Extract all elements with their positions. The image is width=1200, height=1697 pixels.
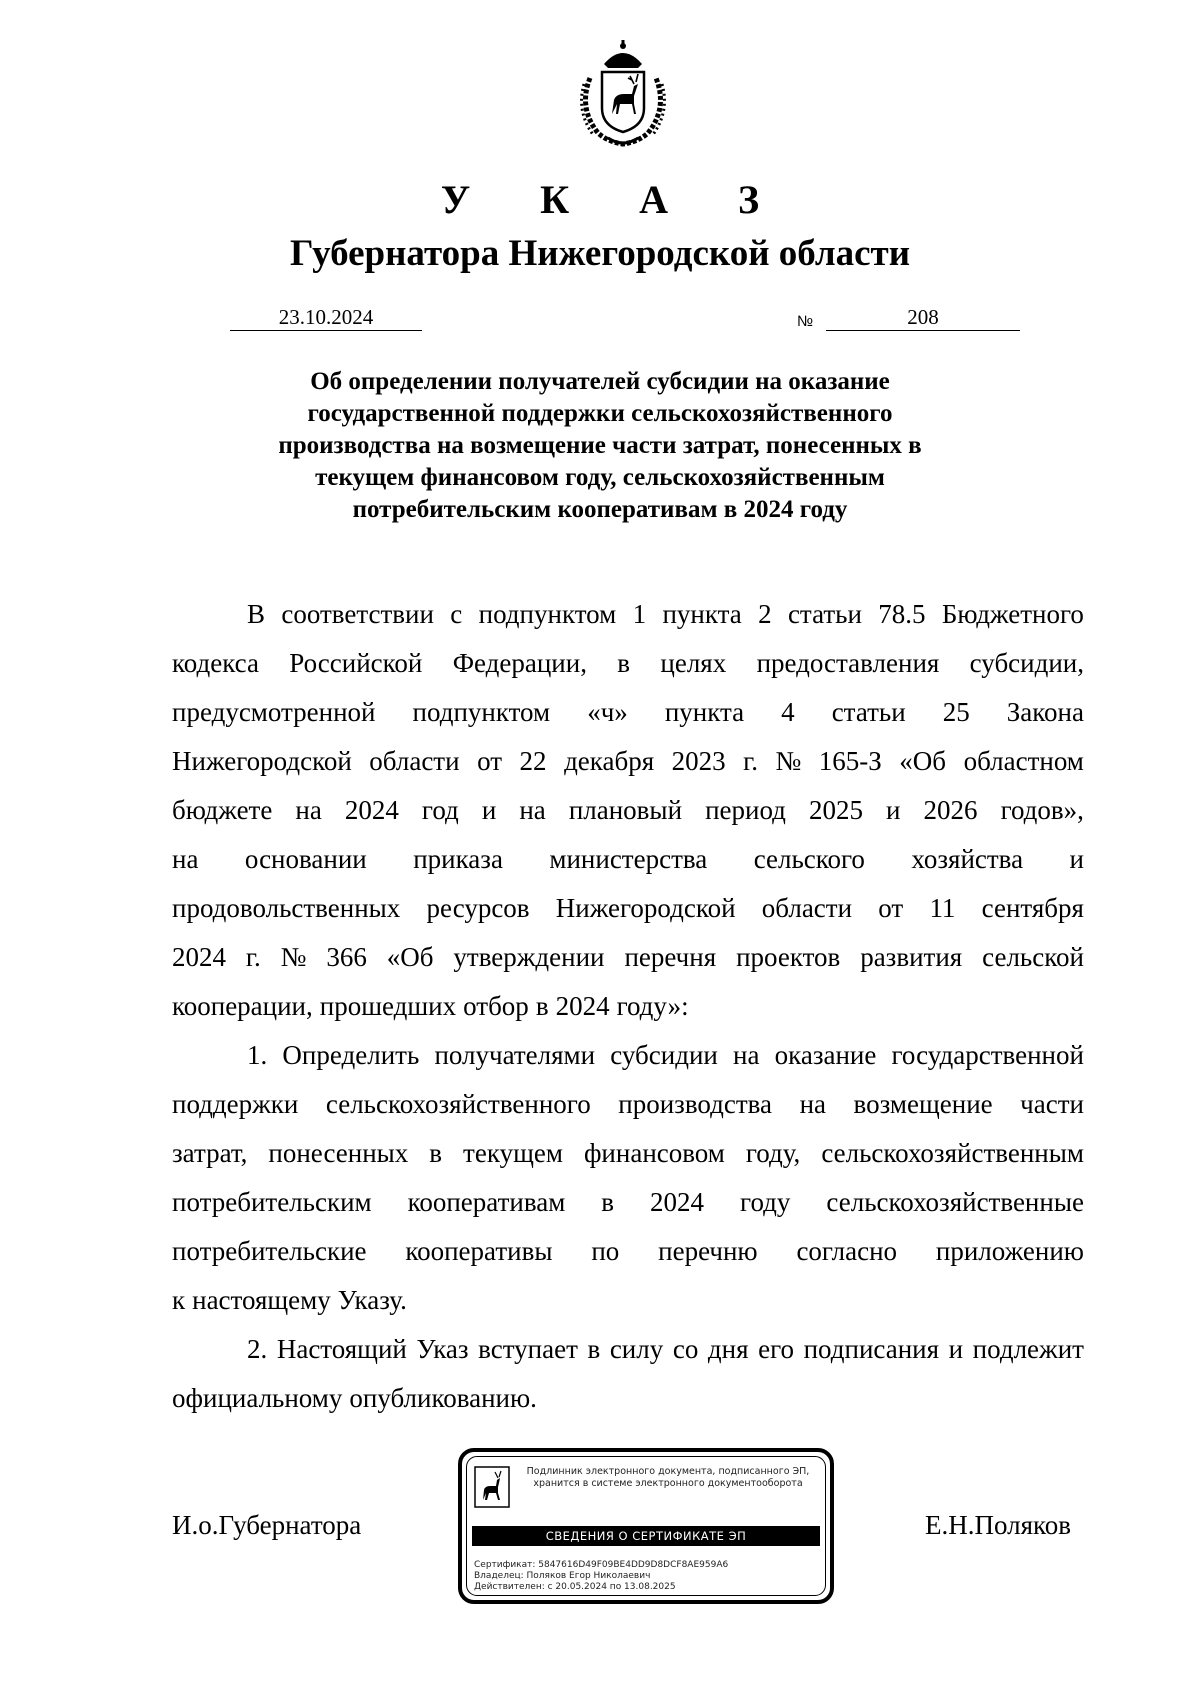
stamp-certificate-header: СВЕДЕНИЯ О СЕРТИФИКАТЕ ЭП xyxy=(472,1526,820,1546)
signatory-title: И.о.Губернатора xyxy=(172,1510,362,1540)
body-line: официальному опубликованию. xyxy=(172,1383,537,1413)
body-line: кодекса Российской Федерации, в целях предоставления субсидии, xyxy=(172,648,1084,678)
document-number: 208 xyxy=(826,305,1020,331)
stamp-notice-line: Подлинник электронного документа, подписанного ЭП, xyxy=(526,1466,810,1477)
body-line: затрат, понесенных в текущем финансовом году, сельскохозяйственным xyxy=(172,1138,1084,1168)
body-line: предусмотренной подпунктом «ч» пункта 4 статьи 25 Закона xyxy=(172,697,1084,727)
subject-line: потребительским кооперативам в 2024 году xyxy=(352,496,848,523)
body-line: 1. Определить получателями субсидии на оказание государственной xyxy=(247,1040,1084,1070)
stamp-notice-line: хранится в системе электронного документооборота xyxy=(533,1478,803,1489)
body-line: бюджете на 2024 год и на плановый период 2025 и 2026 годов», xyxy=(172,795,1084,825)
body-line: 2. Настоящий Указ вступает в силу со дня его подписания и подлежит xyxy=(247,1334,1084,1364)
document-body xyxy=(172,590,1084,1423)
body-line: кооперации, прошедших отбор в 2024 году»: xyxy=(172,991,689,1021)
number-sign: № xyxy=(797,313,814,330)
deer-icon xyxy=(474,1466,510,1508)
stamp-notice xyxy=(518,1466,818,1490)
subject-line: Об определении получателей субсидии на оказание xyxy=(310,368,890,395)
body-line: 2024 г. № 366 «Об утверждении перечня проектов развития сельской xyxy=(172,942,1084,972)
body-line: поддержки сельскохозяйственного производства на возмещение части xyxy=(172,1089,1084,1119)
coat-of-arms-icon xyxy=(568,38,678,148)
subject-line: производства на возмещение части затрат, понесенных в xyxy=(278,432,922,459)
body-line: Нижегородской области от 22 декабря 2023 г. № 165-З «Об областном xyxy=(172,746,1084,776)
document-subject xyxy=(240,366,960,526)
document-date: 23.10.2024 xyxy=(230,305,422,331)
subject-line: текущем финансовом году, сельскохозяйственным xyxy=(315,464,885,491)
subject-line: государственной поддержки сельскохозяйственного xyxy=(307,400,893,427)
electronic-signature-stamp xyxy=(458,1448,834,1604)
document-issuer: Губернатора Нижегородской области xyxy=(289,233,911,274)
signatory-name: Е.Н.Поляков xyxy=(925,1510,1072,1540)
body-line: потребительским кооперативам в 2024 году сельскохозяйственные xyxy=(172,1187,1084,1217)
body-line: продовольственных ресурсов Нижегородской области от 11 сентября xyxy=(172,893,1084,923)
stamp-certificate-info xyxy=(474,1560,728,1593)
body-line: на основании приказа министерства сельского хозяйства и xyxy=(172,844,1084,874)
body-line: к настоящему Указу. xyxy=(172,1285,407,1315)
certificate-owner: Владелец: Поляков Егор Николаевич xyxy=(474,1571,651,1581)
body-line: В соответствии с подпунктом 1 пункта 2 статьи 78.5 Бюджетного xyxy=(247,599,1084,629)
certificate-validity: Действителен: с 20.05.2024 по 13.08.2025 xyxy=(474,1582,676,1592)
document-type-title: У К А З xyxy=(440,177,790,222)
certificate-serial: Сертификат: 5847616D49F09BE4DD9D8DCF8AE959A6 xyxy=(474,1560,729,1570)
body-line: потребительские кооперативы по перечню согласно приложению xyxy=(172,1236,1084,1266)
